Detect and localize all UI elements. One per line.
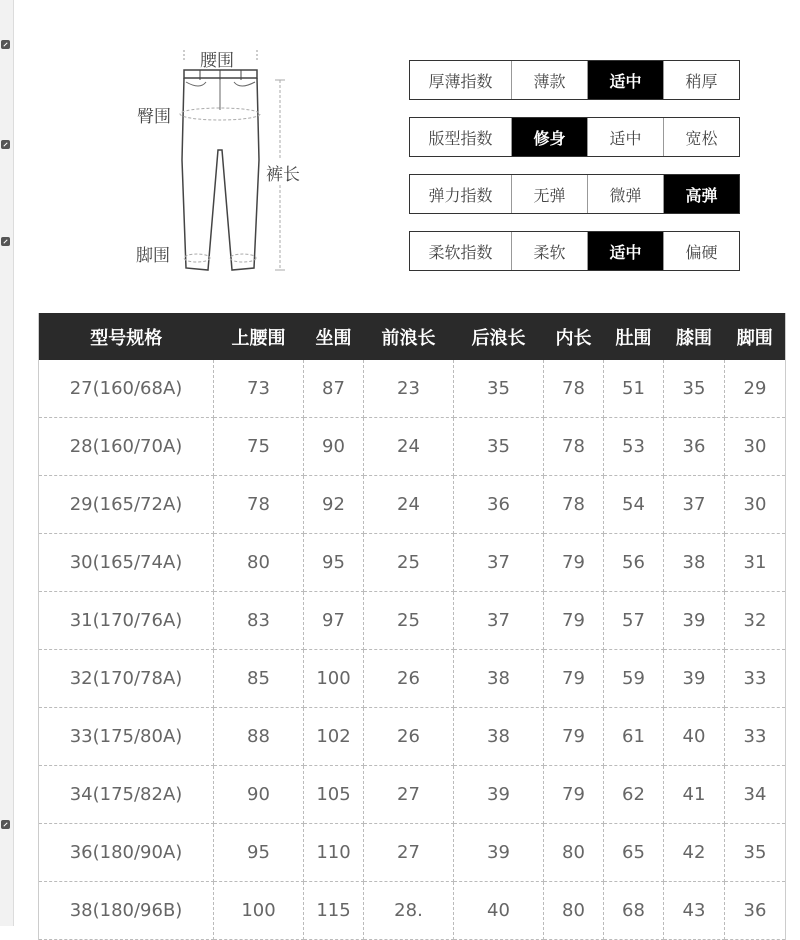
measurement-cell: 33	[725, 650, 786, 708]
measurement-cell: 39	[454, 766, 544, 824]
index-option-selected: 修身	[512, 118, 588, 156]
measurement-cell: 25	[364, 534, 454, 592]
table-row	[39, 534, 786, 592]
measurement-cell: 43	[664, 882, 725, 940]
measurement-cell: 53	[604, 418, 664, 476]
measurement-cell: 24	[364, 418, 454, 476]
size-spec-cell: 33(175/80A)	[39, 708, 214, 766]
measurement-cell: 28.	[364, 882, 454, 940]
measurement-cell: 90	[214, 766, 304, 824]
measurement-cell: 110	[304, 824, 364, 882]
measurement-cell: 87	[304, 360, 364, 418]
measurement-cell: 79	[544, 766, 604, 824]
size-spec-cell: 30(165/74A)	[39, 534, 214, 592]
measurement-cell: 34	[725, 766, 786, 824]
measurement-cell: 37	[664, 476, 725, 534]
measurement-cell: 61	[604, 708, 664, 766]
table-row	[39, 824, 786, 882]
measurement-cell: 100	[214, 882, 304, 940]
index-option: 薄款	[512, 61, 588, 99]
edit-icon[interactable]	[1, 237, 10, 246]
index-option: 稍厚	[685, 71, 718, 91]
measurement-cell: 26	[364, 650, 454, 708]
size-spec-cell: 38(180/96B)	[39, 882, 214, 940]
measurement-cell: 100	[304, 650, 364, 708]
size-spec-cell: 31(170/76A)	[39, 592, 214, 650]
size-spec-cell: 36(180/90A)	[39, 824, 214, 882]
measurement-cell: 30	[725, 418, 786, 476]
measurement-cell: 40	[664, 708, 725, 766]
column-header: 内长	[544, 313, 604, 360]
measurement-cell: 40	[454, 882, 544, 940]
column-header: 后浪长	[454, 313, 544, 360]
size-spec-cell: 29(165/72A)	[39, 476, 214, 534]
measurement-cell: 30	[725, 476, 786, 534]
measurement-cell: 115	[304, 882, 364, 940]
measurement-cell: 79	[544, 650, 604, 708]
size-spec-cell: 34(175/82A)	[39, 766, 214, 824]
measurement-cell: 78	[544, 476, 604, 534]
column-header: 膝围	[664, 313, 725, 360]
left-edge-strip	[0, 0, 14, 926]
measurement-cell: 102	[304, 708, 364, 766]
index-row-softness	[409, 231, 740, 271]
measurement-cell: 33	[725, 708, 786, 766]
index-option: 柔软	[512, 232, 588, 270]
index-name: 版型指数	[410, 118, 512, 156]
measurement-cell: 38	[454, 708, 544, 766]
index-option: 适中	[588, 118, 664, 156]
measurement-cell: 78	[214, 476, 304, 534]
measurement-cell: 80	[544, 882, 604, 940]
index-option-selected: 适中	[588, 61, 664, 99]
edit-icon[interactable]	[1, 40, 10, 49]
table-row	[39, 882, 786, 940]
index-row-fit	[409, 117, 740, 157]
measurement-cell: 37	[454, 592, 544, 650]
measurement-cell: 85	[214, 650, 304, 708]
waist-label: 腰围	[200, 51, 234, 71]
measurement-cell: 56	[604, 534, 664, 592]
column-header: 前浪长	[364, 313, 454, 360]
column-header: 脚围	[725, 313, 786, 360]
measurement-cell: 88	[214, 708, 304, 766]
measurement-cell: 65	[604, 824, 664, 882]
measurement-cell: 29	[725, 360, 786, 418]
measurement-cell: 39	[664, 650, 725, 708]
measurement-cell: 36	[725, 882, 786, 940]
pants-diagram	[120, 40, 320, 280]
measurement-cell: 95	[304, 534, 364, 592]
measurement-cell: 26	[364, 708, 454, 766]
measurement-cell: 27	[364, 824, 454, 882]
measurement-cell: 62	[604, 766, 664, 824]
measurement-cell: 24	[364, 476, 454, 534]
measurement-cell: 35	[664, 360, 725, 418]
index-option-selected: 高弹	[664, 175, 739, 213]
measurement-cell: 54	[604, 476, 664, 534]
index-option: 偏硬	[685, 242, 718, 262]
measurement-cell: 32	[725, 592, 786, 650]
fabric-index-grid	[409, 60, 740, 288]
measurement-cell: 80	[214, 534, 304, 592]
measurement-cell: 36	[454, 476, 544, 534]
measurement-cell: 38	[664, 534, 725, 592]
index-option: 宽松	[685, 128, 718, 148]
index-option: 无弹	[512, 175, 588, 213]
measurement-cell: 80	[544, 824, 604, 882]
index-option: 微弹	[588, 175, 664, 213]
measurement-cell: 37	[454, 534, 544, 592]
hip-label: 臀围	[137, 107, 171, 127]
measurement-cell: 35	[725, 824, 786, 882]
measurement-cell: 79	[544, 534, 604, 592]
index-option-selected: 适中	[588, 232, 664, 270]
measurement-cell: 25	[364, 592, 454, 650]
length-label: 裤长	[264, 160, 302, 185]
table-row	[39, 708, 786, 766]
measurement-cell: 68	[604, 882, 664, 940]
index-row-thickness	[409, 60, 740, 100]
table-row	[39, 476, 786, 534]
measurement-cell: 79	[544, 592, 604, 650]
measurement-cell: 39	[454, 824, 544, 882]
measurement-cell: 75	[214, 418, 304, 476]
measurement-cell: 38	[454, 650, 544, 708]
table-row	[39, 650, 786, 708]
column-header: 肚围	[604, 313, 664, 360]
size-spec-cell: 28(160/70A)	[39, 418, 214, 476]
hem-label: 脚围	[136, 246, 170, 266]
measurement-cell: 39	[664, 592, 725, 650]
measurement-cell: 92	[304, 476, 364, 534]
measurement-cell: 36	[664, 418, 725, 476]
table-header-row	[39, 313, 786, 360]
index-name: 厚薄指数	[410, 61, 512, 99]
table-row	[39, 766, 786, 824]
measurement-cell: 42	[664, 824, 725, 882]
table-row	[39, 418, 786, 476]
edit-icon[interactable]	[1, 820, 10, 829]
measurement-cell: 27	[364, 766, 454, 824]
measurement-cell: 23	[364, 360, 454, 418]
measurement-cell: 31	[725, 534, 786, 592]
measurement-cell: 35	[454, 360, 544, 418]
measurement-cell: 83	[214, 592, 304, 650]
measurement-cell: 59	[604, 650, 664, 708]
measurement-cell: 97	[304, 592, 364, 650]
measurement-cell: 90	[304, 418, 364, 476]
measurement-cell: 105	[304, 766, 364, 824]
measurement-cell: 57	[604, 592, 664, 650]
index-name: 柔软指数	[410, 232, 512, 270]
edit-icon[interactable]	[1, 140, 10, 149]
measurement-cell: 35	[454, 418, 544, 476]
size-spec-cell: 32(170/78A)	[39, 650, 214, 708]
measurement-cell: 78	[544, 418, 604, 476]
table-row	[39, 360, 786, 418]
measurement-cell: 95	[214, 824, 304, 882]
measurement-cell: 79	[544, 708, 604, 766]
index-name: 弹力指数	[410, 175, 512, 213]
column-header: 上腰围	[214, 313, 304, 360]
measurement-cell: 41	[664, 766, 725, 824]
table-row	[39, 592, 786, 650]
column-header: 型号规格	[39, 313, 214, 360]
measurement-cell: 51	[604, 360, 664, 418]
column-header: 坐围	[304, 313, 364, 360]
size-spec-cell: 27(160/68A)	[39, 360, 214, 418]
measurement-cell: 78	[544, 360, 604, 418]
measurement-cell: 73	[214, 360, 304, 418]
index-row-elasticity	[409, 174, 740, 214]
size-table	[38, 313, 786, 940]
